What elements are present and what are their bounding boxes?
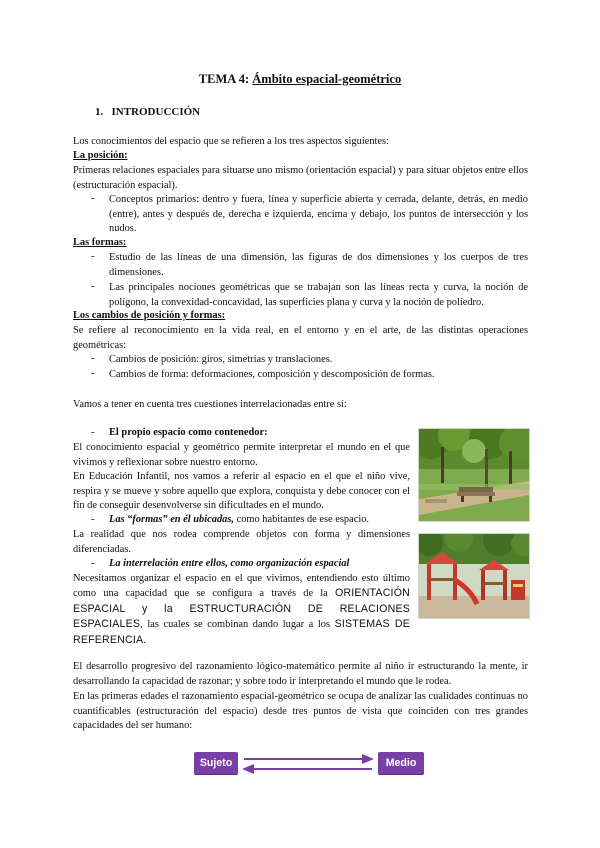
contenedor-heading: El propio espacio como contenedor:: [109, 427, 268, 438]
formas-ubicadas-text: La realidad que nos rodea comprende objetos con forma y dimensiones diferenciadas.: [73, 529, 410, 555]
posicion-text: Primeras relaciones espaciales para situarse uno mismo (orientación espacial) y para situar objetos entre ellos (estructuración espacial).: [73, 165, 528, 191]
bullet-dash: -: [91, 558, 95, 569]
medio-box: Medio: [378, 752, 424, 774]
closing-p1: El desarrollo progresivo del razonamiento lógico-matemático permite al niño ir estructurando la mente, ir desarrollando la capacidad de razonar; y sobre todo ir interpretando el mundo que le rodea.: [73, 661, 528, 687]
park-bench-photo: [418, 428, 530, 522]
contenedor-p2: En Educación Infantil, nos vamos a referir al espacio en el que el niño vive, respira y se mueve y sobre aquello que explora, conquista y debe conocer con el fin de conseguir desenvolverse sin dificultades en el mundo.: [73, 471, 410, 512]
closing-p2: En las primeras edades el razonamiento espacial-geométrico se ocupa de analizar las cualidades continuas no cuantificables (estructuración del espacio) desde tres puntos de vista que coinciden con tres grandes capacidades del ser humano:: [73, 691, 528, 732]
formas-bullet-2: Las principales nociones geométricas que se trabajan son las líneas recta y curva, la noción de polígono, la convexidad-concavidad, las superficies plana y curva y la noción de poliedro.: [109, 282, 528, 308]
contenedor-p1: El conocimiento espacial y geométrico permite interpretar el mundo en el que vivimos y reflexionar sobre nuestro entorno.: [73, 442, 410, 468]
bullet-dash: -: [91, 427, 95, 438]
cambios-bullet-1: Cambios de posición: giros, simetrías y translaciones.: [109, 354, 333, 365]
playground-photo: [418, 533, 530, 619]
cambios-heading: Los cambios de posición y formas:: [73, 310, 226, 321]
sujeto-box: Sujeto: [194, 752, 238, 774]
bullet-dash: -: [91, 281, 95, 292]
interrelacion-heading: La interrelación entre ellos, como organización espacial: [109, 558, 350, 569]
posicion-bullet-1: Conceptos primarios: dentro y fuera, línea y superficie abierta y cerrada, delante, detrás, en medio (entre), antes y después de, derecha e izquierda, encima y debajo, los puntos de intersección y los nudos.: [109, 194, 528, 235]
title-main: Ámbito espacial-geométrico: [252, 72, 402, 86]
cambios-bullet-2: Cambios de forma: deformaciones, composición y descomposición de formas.: [109, 369, 435, 380]
bullet-dash: -: [91, 353, 95, 364]
section-heading: 1. INTRODUCCIÓN: [95, 106, 201, 118]
posicion-heading: La posición:: [73, 150, 128, 161]
formas-bullet-1: Estudio de las líneas de una dimensión, las figuras de dos dimensiones y los cuerpos de tres dimensiones.: [109, 252, 528, 278]
bidirectional-arrows: [240, 752, 376, 776]
bullet-dash: -: [91, 193, 95, 204]
term-orientacion: ORIENTACIÓN ESPACIAL y la ESTRUCTURACIÓN DE RELACIONES ESPACIALES: [73, 587, 410, 631]
cuestiones-intro: Vamos a tener en cuenta tres cuestiones interrelacionadas entre sí:: [73, 399, 347, 410]
bullet-dash: -: [91, 251, 95, 262]
interrelacion-text: Necesitamos organizar el espacio en el que vivimos, entendiendo esto último como una capacidad que se configura a través de la ORIENTACIÓN ESPACIAL y la ESTRUCTURACIÓN DE RELACIONES ESPACIALES, las cuales se combinan dando lugar a los SISTEMAS DE REFERENCIA.: [73, 573, 411, 646]
page-title: TEMA 4: Ámbito espacial-geométrico: [198, 72, 402, 86]
intro-paragraph: Los conocimientos del espacio que se refieren a los tres aspectos siguientes:: [73, 136, 389, 147]
playground-illustration: [419, 534, 529, 618]
formas-ubicadas-heading: Las “formas” en él ubicadas,: [109, 514, 234, 525]
arrow-right-icon: [362, 754, 374, 764]
bullet-dash: -: [91, 368, 95, 379]
arrow-left-icon: [242, 764, 254, 774]
formas-heading: Las formas:: [73, 237, 127, 248]
cambios-text: Se refiere al reconocimiento en la vida real, en el entorno y en el arte, de las distintas operaciones geométricas:: [73, 325, 528, 351]
park-bench-illustration: [419, 429, 529, 521]
formas-ubicadas-line: Las “formas” en él ubicadas, como habitantes de ese espacio.: [109, 514, 370, 525]
bullet-dash: -: [91, 514, 95, 525]
term-sistemas: SISTEMAS DE REFERENCIA: [73, 618, 411, 646]
